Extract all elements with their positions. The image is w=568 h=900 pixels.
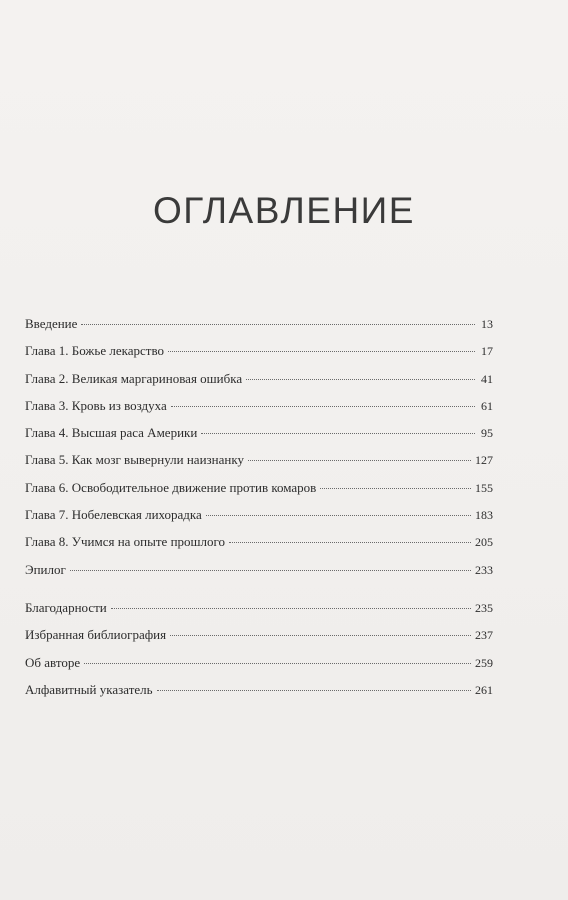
- toc-entry-page-number: 61: [481, 398, 493, 413]
- toc-entry: [25, 316, 493, 343]
- toc-dot-leader: [201, 433, 475, 434]
- toc-entry-page-number: 17: [481, 344, 493, 359]
- toc-entry: [25, 562, 493, 589]
- toc-entry: [25, 371, 493, 398]
- toc-entry-label: Глава 8. Учимся на опыте прошлого: [25, 534, 226, 550]
- toc-entry: [25, 600, 493, 627]
- toc-entry: [25, 534, 493, 561]
- toc-dot-leader: [248, 460, 471, 461]
- toc-entry-page-number: 13: [481, 317, 493, 331]
- toc-entry-label: Глава 1. Божье лекарство: [25, 343, 165, 359]
- toc-entry-label: Введение: [25, 316, 78, 331]
- toc-entry-page-number: 259: [475, 655, 493, 670]
- toc-entry-page-number: 233: [475, 562, 493, 577]
- toc-dot-leader: [320, 488, 471, 489]
- toc-entry-page-number: 41: [481, 371, 493, 386]
- toc-entry-page-number: 237: [475, 628, 493, 643]
- toc-entry-label: Глава 3. Кровь из воздуха: [25, 397, 167, 413]
- toc-entry-page-number: 183: [475, 508, 493, 523]
- toc-dot-leader: [168, 351, 475, 352]
- toc-entry-label: Глава 4. Высшая раса Америки: [25, 425, 198, 441]
- toc-entry-page-number: 205: [475, 535, 493, 550]
- toc-group-back-matter: [25, 600, 493, 709]
- table-of-contents: [25, 316, 493, 709]
- toc-entry: [25, 343, 493, 370]
- toc-dot-leader: [206, 515, 471, 516]
- toc-entry-label: Алфавитный указатель: [25, 681, 153, 697]
- toc-entry-label: Глава 6. Освободительное движение против комаров: [25, 479, 317, 495]
- toc-dot-leader: [84, 663, 471, 664]
- toc-entry-label: Глава 7. Нобелевская лихорадка: [25, 507, 202, 523]
- toc-entry-page-number: 95: [481, 426, 493, 441]
- toc-entry: [25, 425, 493, 452]
- toc-dot-leader: [229, 542, 471, 543]
- toc-entry: [25, 507, 493, 534]
- toc-dot-leader: [70, 570, 471, 571]
- toc-group-main: [25, 316, 493, 589]
- toc-entry-page-number: 235: [475, 600, 493, 615]
- toc-dot-leader: [246, 379, 475, 380]
- toc-entry-page-number: 127: [475, 453, 493, 468]
- page-title: ОГЛАВЛЕНИЕ: [153, 190, 415, 231]
- toc-dot-leader: [157, 690, 471, 691]
- toc-dot-leader: [81, 324, 475, 325]
- toc-entry-page-number: 155: [475, 480, 493, 495]
- toc-entry: [25, 627, 493, 654]
- toc-entry: [25, 398, 493, 425]
- toc-entry-page-number: 261: [475, 682, 493, 697]
- toc-entry: [25, 655, 493, 682]
- toc-entry: [25, 452, 493, 479]
- toc-entry: [25, 480, 493, 507]
- toc-entry: [25, 682, 493, 709]
- toc-entry-label: Об авторе: [25, 654, 81, 670]
- toc-dot-leader: [171, 406, 475, 407]
- toc-entry-label: Эпилог: [25, 561, 66, 577]
- toc-entry-label: Глава 5. Как мозг вывернули наизнанку: [25, 452, 244, 468]
- toc-dot-leader: [111, 608, 471, 609]
- toc-entry-label: Избранная библиография: [25, 627, 167, 643]
- toc-dot-leader: [170, 635, 471, 636]
- toc-entry-label: Глава 2. Великая маргариновая ошибка: [25, 370, 243, 386]
- toc-entry-label: Благодарности: [25, 599, 107, 615]
